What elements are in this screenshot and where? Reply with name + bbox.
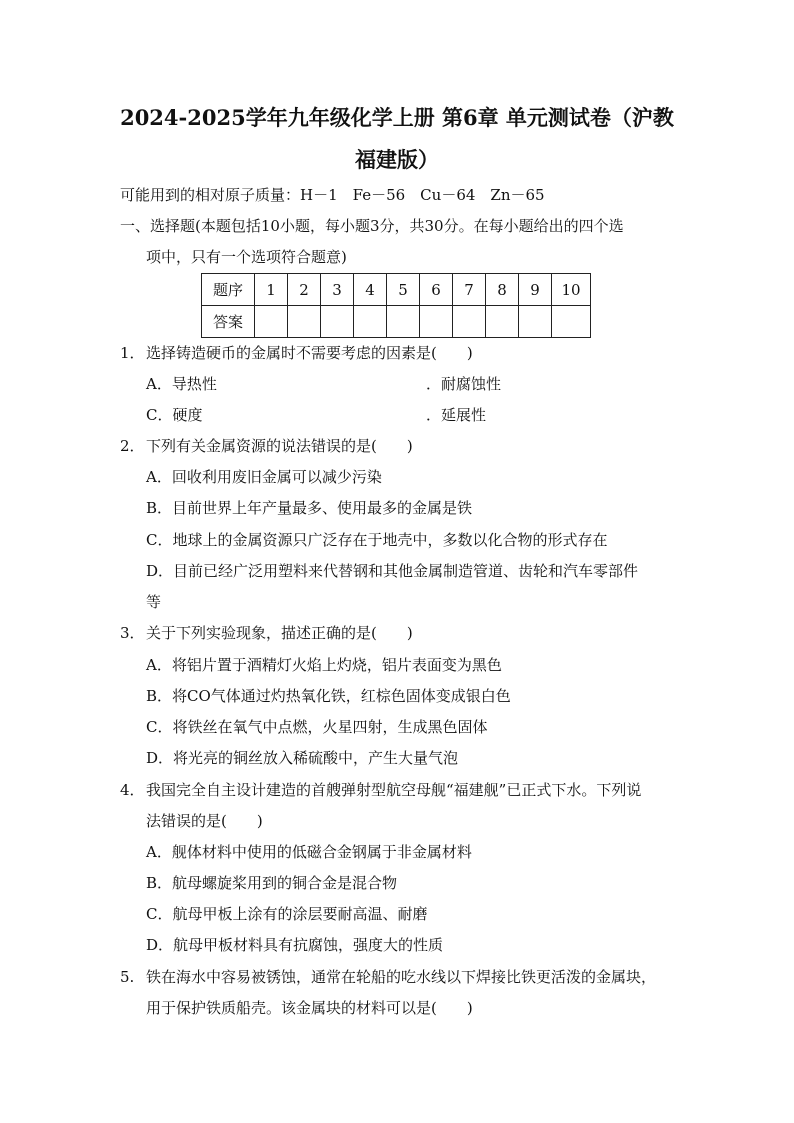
answer-cell[interactable] [255, 306, 288, 338]
atomic-masses: 可能用到的相对原子质量：H－1 Fe－56 Cu－64 Zn－65 [120, 186, 545, 204]
question-5-stem-line1 [120, 967, 656, 987]
question-2-option-d-line2: 等 [146, 593, 162, 611]
answer-cell[interactable] [387, 306, 420, 338]
question-3-option-b: B．将CO气体通过灼热氧化铁，红棕色固体变成银白色 [146, 687, 511, 705]
answer-table-number: 6 [420, 274, 453, 306]
question-4-stem-line2: 法错误的是( ) [146, 812, 263, 830]
answer-cell[interactable] [552, 306, 591, 338]
answer-table-number: 9 [519, 274, 552, 306]
answer-cell[interactable] [321, 306, 354, 338]
question-3-option-c: C．将铁丝在氧气中点燃，火星四射，生成黑色固体 [146, 718, 488, 736]
answer-table-number: 5 [387, 274, 420, 306]
question-3-option-a: A．将铝片置于酒精灯火焰上灼烧，铝片表面变为黑色 [146, 656, 502, 674]
answer-table-header-answer: 答案 [202, 306, 255, 338]
section1-heading-line1: 一、选择题(本题包括10小题，每小题3分，共30分。在每小题给出的四个选 [120, 217, 624, 235]
question-2-option-c: C．地球上的金属资源只广泛存在于地壳中，多数以化合物的形式存在 [146, 531, 608, 549]
question-text: 铁在海水中容易被锈蚀，通常在轮船的吃水线以下焊接比铁更活泼的金属块， [146, 968, 657, 986]
answer-cell[interactable] [420, 306, 453, 338]
answer-cell[interactable] [519, 306, 552, 338]
question-text: 我国完全自主设计建造的首艘弹射型航空母舰“福建舰”已正式下水。下列说 [146, 781, 642, 799]
answer-cell[interactable] [453, 306, 486, 338]
answer-table-number: 10 [552, 274, 591, 306]
answer-table-header-number: 题序 [202, 274, 255, 306]
answer-table-number-row [202, 274, 591, 306]
answer-cell[interactable] [486, 306, 519, 338]
question-2-option-a: A．回收利用废旧金属可以减少污染 [146, 468, 382, 486]
exam-title-line1: 2024-2025学年九年级化学上册 第6章 单元测试卷（沪教 [120, 105, 674, 130]
question-4-option-a: A．舰体材料中使用的低磁合金钢属于非金属材料 [146, 843, 472, 861]
question-1-option-d: ．延展性 [426, 406, 487, 424]
answer-table-number: 7 [453, 274, 486, 306]
question-4-stem-line1 [120, 780, 641, 800]
question-5-stem-line2: 用于保护铁质船壳。该金属块的材料可以是( ) [146, 999, 473, 1017]
question-number: 4． [120, 781, 145, 799]
exam-title-line2: 福建版） [355, 147, 439, 172]
question-number: 3． [120, 624, 145, 642]
question-number: 2． [120, 437, 145, 455]
question-4-option-b: B．航母螺旋桨用到的铜合金是混合物 [146, 874, 398, 892]
question-3-option-d: D．将光亮的铜丝放入稀硫酸中，产生大量气泡 [146, 749, 459, 767]
answer-table [201, 273, 591, 338]
question-2-stem [120, 436, 413, 456]
question-4-option-d: D．航母甲板材料具有抗腐蚀，强度大的性质 [146, 936, 444, 954]
question-text: 选择铸造硬币的金属时不需要考虑的因素是( ) [146, 344, 473, 362]
answer-cell[interactable] [354, 306, 387, 338]
answer-table-number: 8 [486, 274, 519, 306]
question-4-option-c: C．航母甲板上涂有的涂层要耐高温、耐磨 [146, 905, 428, 923]
question-1-option-c: C．硬度 [146, 406, 203, 424]
question-1-option-b: ．耐腐蚀性 [426, 375, 502, 393]
exam-title [100, 97, 694, 181]
answer-cell[interactable] [288, 306, 321, 338]
question-number: 1． [120, 344, 145, 362]
answer-table-answer-row [202, 306, 591, 338]
question-1-stem [120, 343, 473, 363]
answer-table-number: 4 [354, 274, 387, 306]
answer-table-number: 1 [255, 274, 288, 306]
question-text: 下列有关金属资源的说法错误的是( ) [146, 437, 413, 455]
question-number: 5. [120, 968, 135, 986]
section1-heading-line2: 项中，只有一个选项符合题意) [146, 248, 347, 266]
question-2-option-b: B．目前世界上年产量最多、使用最多的金属是铁 [146, 499, 473, 517]
question-text: 关于下列实验现象，描述正确的是( ) [146, 624, 413, 642]
question-1-option-a: A．导热性 [146, 375, 217, 393]
question-3-stem [120, 623, 413, 643]
answer-table-number: 2 [288, 274, 321, 306]
question-2-option-d-line1: D．目前已经广泛用塑料来代替钢和其他金属制造管道、齿轮和汽车零部件 [146, 562, 639, 580]
answer-table-number: 3 [321, 274, 354, 306]
